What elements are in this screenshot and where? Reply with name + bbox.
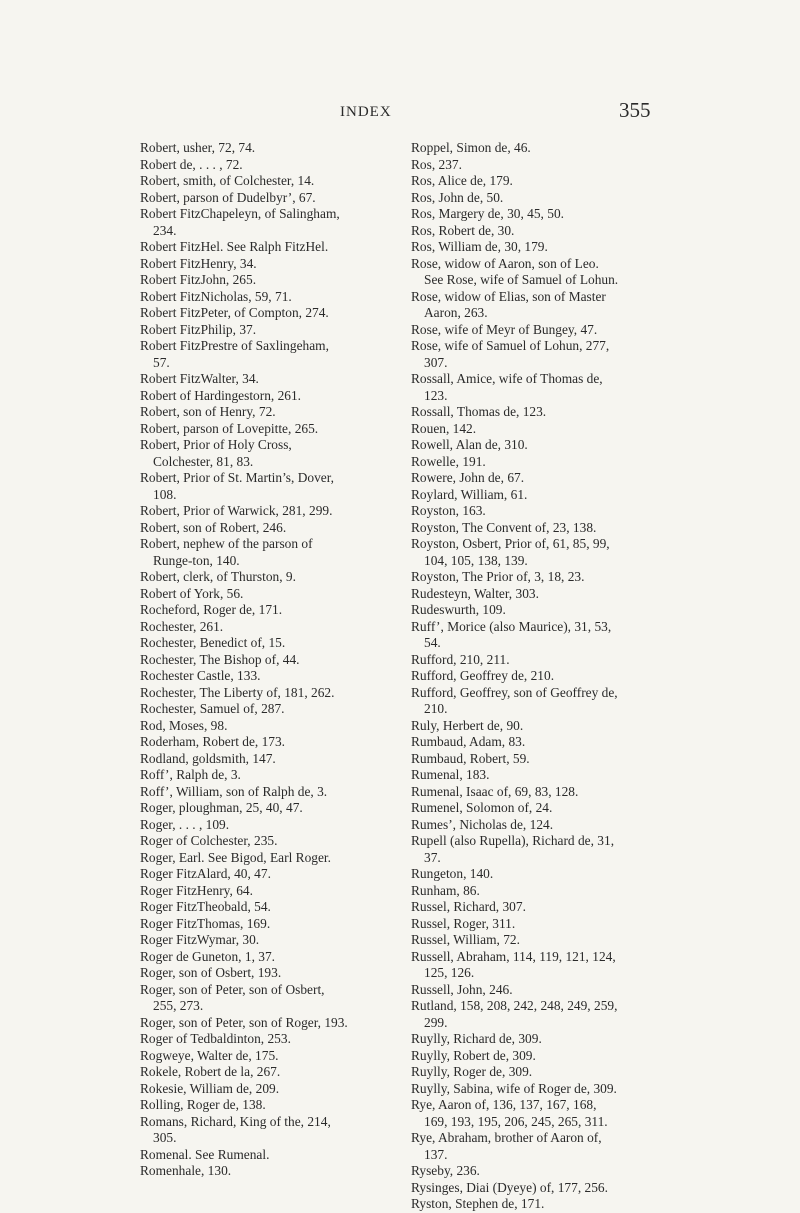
index-entry: Rokesie, William de, 209. [140,1080,280,1096]
running-title: INDEX [340,104,392,120]
index-entry: Robert, Prior of St. Martin’s, Dover, 108. [140,470,334,502]
index-entry: Roger, son of Peter, son of Roger, 193. [140,1014,348,1030]
index-entry: Rudeswurth, 109. [411,602,506,617]
index-entry: Ruylly, Richard de, 309. [411,1031,542,1046]
index-entry: Robert, smith, of Colchester, 14. [140,173,315,188]
index-entry: Ros, Alice de, 179. [411,173,513,188]
index-entry: Rye, Aaron of, 136, 137, 167, 168, 169, 193, 195, 206, 245, 265, 311. [411,1097,608,1129]
index-entry: Rye, Abraham, brother of Aaron of, 137. [411,1130,602,1162]
index-entry: Ros, John de, 50. [411,189,504,205]
index-entry: Rowere, John de, 67. [411,470,525,485]
index-entry: Ruylly, Robert de, 309. [411,1047,536,1063]
index-entry: Robert, son of Robert, 246. [140,519,287,535]
index-entry: Ruly, Herbert de, 90. [411,717,524,733]
index-entry: Robert, parson of Lovepitte, 265. [140,420,319,436]
index-entry: Romenal. See Rumenal. [140,1146,270,1162]
index-entry: Rod, Moses, 98. [140,717,228,733]
index-entry: Rumbaud, Robert, 59. [411,750,530,766]
index-entry: Robert FitzJohn, 265. [140,272,257,287]
index-entry: Robert, usher, 72, 74. [140,140,256,155]
index-entry: Robert, clerk, of Thurston, 9. [140,569,296,584]
index-entry: Russel, Richard, 307. [411,899,526,914]
index-entry: Roger FitzAlard, 40, 47. [140,866,271,881]
index-entry: Ros, Robert de, 30. [411,222,515,238]
index-entry: Ruff’, Morice (also Maurice), 31, 53, 54. [411,618,612,650]
index-entry: Rodland, goldsmith, 147. [140,750,276,766]
index-entry: Roger FitzWymar, 30. [140,932,260,947]
index-entry: Rose, widow of Elias, son of Master Aaron, 263. [411,288,606,320]
index-entry: Robert FitzHel. See Ralph FitzHel. [140,239,329,254]
index-entry: Roger, son of Osbert, 193. [140,965,282,980]
index-entry: Roger, ploughman, 25, 40, 47. [140,800,303,815]
index-entry: Romenhale, 130. [140,1163,232,1178]
index-entry: Robert, Prior of Warwick, 281, 299. [140,503,333,518]
page-header [0,98,800,128]
index-entry: Rogweye, Walter de, 175. [140,1047,279,1063]
index-entry: Rufford, Geoffrey, son of Geoffrey de, 210. [411,684,618,716]
index-entry: Rochester, The Bishop of, 44. [140,651,300,667]
index-entry: Ryseby, 236. [411,1163,480,1178]
index-entry: Robert de, . . . , 72. [140,156,243,172]
index-entry: Robert of Hardingestorn, 261. [140,387,302,403]
index-entry: Robert FitzPeter, of Compton, 274. [140,305,329,320]
index-entry: Roff’, Ralph de, 3. [140,767,241,782]
index-entry: Rumenal, 183. [411,767,490,782]
index-entry: Roger FitzThomas, 169. [140,915,271,931]
index-entry: Russel, Roger, 311. [411,915,516,931]
index-entry: Rowell, Alan de, 310. [411,437,528,452]
index-entry: Rowelle, 191. [411,453,486,469]
index-entry: Rokele, Robert de la, 267. [140,1064,281,1079]
index-entry: Runham, 86. [411,882,480,898]
index-entry: Roger FitzHenry, 64. [140,882,253,898]
index-entry: Rossall, Thomas de, 123. [411,404,547,419]
index-entry: Roger FitzTheobald, 54. [140,899,271,914]
index-entry: Robert FitzHenry, 34. [140,255,257,271]
index-entry: Robert FitzPrestre of Saxlingeham, 57. [140,338,329,370]
index-entry: Ros, 237. [411,156,462,172]
index-entry: Rumes’, Nicholas de, 124. [411,816,554,832]
index-entry: Roger of Tedbaldinton, 253. [140,1031,291,1046]
index-entry: Russell, Abraham, 114, 119, 121, 124, 125, 126. [411,948,616,980]
index-entry: Romans, Richard, King of the, 214, 305. [140,1113,331,1145]
index-entry: Russell, John, 246. [411,981,513,997]
index-entry: Rochester, The Liberty of, 181, 262. [140,684,335,700]
index-entry: Royston, Osbert, Prior of, 61, 85, 99, 104, 105, 138, 139. [411,536,610,568]
index-entry: Roff’, William, son of Ralph de, 3. [140,783,328,799]
index-entry: Robert FitzChapeleyn, of Salingham, 234. [140,206,340,238]
index-entry: Rumbaud, Adam, 83. [411,734,526,749]
index-entry: Rolling, Roger de, 138. [140,1097,266,1112]
index-entry: Roylard, William, 61. [411,486,528,502]
index-entry: Rose, widow of Aaron, son of Leo. See Rose, wife of Samuel of Lohun. [411,255,619,287]
index-entry: Rochester, Samuel of, 287. [140,701,285,716]
index-entry: Ruylly, Roger de, 309. [411,1064,533,1079]
index-entry: Roger, son of Peter, son of Osbert, 255, 273. [140,981,325,1013]
index-entry: Robert, son of Henry, 72. [140,404,276,419]
index-entry: Rumenel, Solomon of, 24. [411,800,553,815]
index-entry: Rysinges, Diai (Dyeye) of, 177, 256. [411,1179,608,1195]
index-entry: Rufford, Geoffrey de, 210. [411,668,555,683]
index-entry: Russel, William, 72. [411,932,520,947]
index-entry: Rupell (also Rupella), Richard de, 31, 37. [411,833,615,865]
index-entry: Royston, The Prior of, 3, 18, 23. [411,569,585,584]
index-entry: Ryston, Stephen de, 171. [411,1196,545,1211]
index-entry: Robert FitzPhilip, 37. [140,321,257,337]
index-entry: Robert FitzWalter, 34. [140,371,259,386]
index-entry: Rouen, 142. [411,420,477,436]
index-entry: Robert, Prior of Holy Cross, Colchester, 81, 83. [140,437,292,469]
index-entry: Robert FitzNicholas, 59, 71. [140,288,292,304]
index-entry: Rungeton, 140. [411,866,494,881]
index-entry: Rumenal, Isaac of, 69, 83, 128. [411,783,579,799]
index-entry: Roger of Colchester, 235. [140,833,278,848]
index-entry: Roger de Guneton, 1, 37. [140,948,275,964]
index-entry: Roderham, Robert de, 173. [140,734,286,749]
index-entry: Rochester Castle, 133. [140,668,261,683]
index-entry: Robert, nephew of the parson of Runge-ton, 140. [140,536,313,568]
index-column-right [411,140,621,1213]
index-entry: Rochester, Benedict of, 15. [140,635,286,650]
index-entry: Rutland, 158, 208, 242, 248, 249, 259, 299. [411,998,618,1030]
index-entry: Rochester, 261. [140,618,224,634]
index-entry: Rossall, Amice, wife of Thomas de, 123. [411,371,603,403]
index-entry: Rose, wife of Samuel of Lohun, 277, 307. [411,338,610,370]
index-entry: Roppel, Simon de, 46. [411,140,531,155]
index-entry: Rudesteyn, Walter, 303. [411,585,539,601]
page-number: 355 [619,98,651,122]
index-entry: Rocheford, Roger de, 171. [140,602,283,617]
index-entry: Roger, Earl. See Bigod, Earl Roger. [140,849,331,865]
index-entry: Royston, 163. [411,503,486,518]
index-entry: Royston, The Convent of, 23, 138. [411,519,597,535]
index-entry: Ros, William de, 30, 179. [411,239,548,254]
index-entry: Rufford, 210, 211. [411,651,510,667]
index-column-left [140,140,348,1180]
index-entry: Ros, Margery de, 30, 45, 50. [411,206,564,221]
index-entry: Robert of York, 56. [140,585,244,601]
index-entry: Ruylly, Sabina, wife of Roger de, 309. [411,1080,617,1096]
index-entry: Roger, . . . , 109. [140,816,230,832]
index-entry: Robert, parson of Dudelbyr’, 67. [140,189,316,205]
index-entry: Rose, wife of Meyr of Bungey, 47. [411,321,598,337]
